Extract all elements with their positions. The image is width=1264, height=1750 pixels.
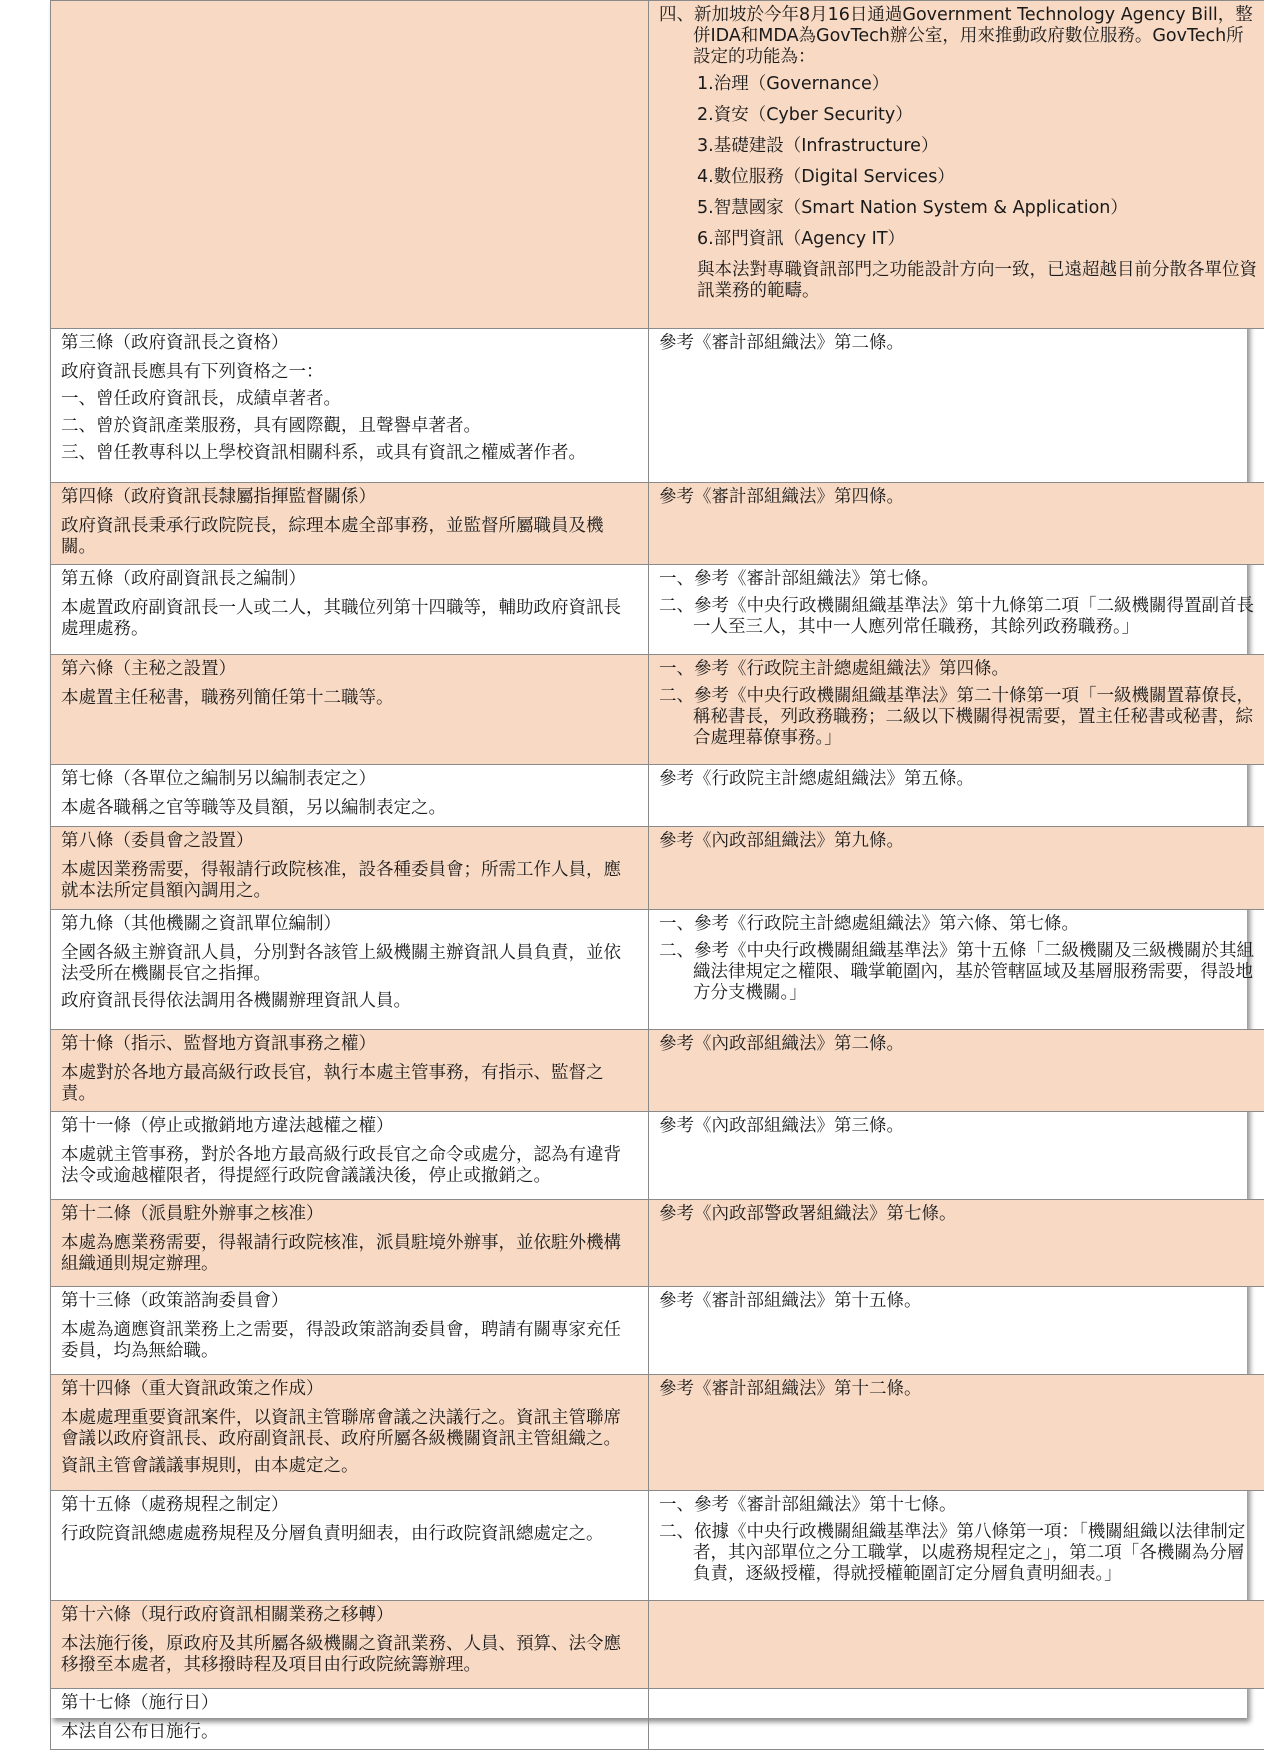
list-item: 4.數位服務（Digital Services） bbox=[659, 167, 1257, 188]
explanation-paragraph: 參考《內政部組織法》第九條。 bbox=[659, 831, 1257, 852]
article-cell bbox=[51, 1375, 649, 1491]
article-cell bbox=[51, 827, 649, 910]
article-paragraph: 本處為適應資訊業務上之需要，得設政策諮詢委員會，聘請有關專家充任委員，均為無給職。 bbox=[61, 1320, 638, 1362]
explanation-cell bbox=[649, 1112, 1264, 1200]
explanation-paragraph: 二、參考《中央行政機關組織基準法》第十五條「二級機關及三級機關於其組織法律規定之權限、職掌範圍內，基於管轄區域及基層服務需要，得設地方分支機關。」 bbox=[659, 941, 1257, 1004]
article-cell bbox=[51, 1601, 649, 1689]
table-row bbox=[51, 765, 1264, 827]
explanation-paragraph: 一、參考《審計部組織法》第七條。 bbox=[659, 569, 1257, 590]
article-cell bbox=[51, 565, 649, 655]
explanation-paragraph: 參考《行政院主計總處組織法》第五條。 bbox=[659, 769, 1257, 790]
article-cell bbox=[51, 1030, 649, 1112]
table-row bbox=[51, 1491, 1264, 1601]
table-row bbox=[51, 1, 1264, 329]
article-heading: 第八條（委員會之設置） bbox=[61, 831, 638, 852]
explanation-cell bbox=[649, 1200, 1264, 1287]
explanation-paragraph: 參考《內政部組織法》第二條。 bbox=[659, 1034, 1257, 1055]
article-cell bbox=[51, 655, 649, 765]
article-heading: 第十三條（政策諮詢委員會） bbox=[61, 1291, 638, 1312]
article-cell bbox=[51, 910, 649, 1030]
article-paragraph: 本處對於各地方最高級行政長官，執行本處主管事務，有指示、監督之責。 bbox=[61, 1063, 638, 1105]
table-row bbox=[51, 1030, 1264, 1112]
explanation-paragraph: 二、依據《中央行政機關組織基準法》第八條第一項：「機關組織以法律制定者，其內部單位之分工職掌，以處務規程定之」，第二項「各機關為分層負責，逐級授權，得就授權範圍訂定分層負責明細表。」 bbox=[659, 1522, 1257, 1585]
article-heading: 第十二條（派員駐外辦事之核准） bbox=[61, 1204, 638, 1225]
article-heading: 第四條（政府資訊長隸屬指揮監督關係） bbox=[61, 487, 638, 508]
document-page bbox=[50, 0, 1247, 1718]
article-paragraph: 本處置政府副資訊長一人或二人，其職位列第十四職等，輔助政府資訊長處理處務。 bbox=[61, 598, 638, 640]
explanation-cell bbox=[649, 1030, 1264, 1112]
article-paragraph: 本處因業務需要，得報請行政院核准，設各種委員會；所需工作人員，應就本法所定員額內調用之。 bbox=[61, 860, 638, 902]
explanation-cell bbox=[649, 1689, 1264, 1750]
table-row bbox=[51, 1200, 1264, 1287]
explanation-cell bbox=[649, 1375, 1264, 1491]
explanation-conclusion: 與本法對專職資訊部門之功能設計方向一致，已遠超越目前分散各單位資訊業務的範疇。 bbox=[659, 260, 1257, 302]
table-row bbox=[51, 1689, 1264, 1750]
explanation-paragraph: 參考《審計部組織法》第二條。 bbox=[659, 333, 1257, 354]
article-paragraph: 一、曾任政府資訊長，成績卓著者。 bbox=[61, 389, 638, 410]
article-heading: 第十七條（施行日） bbox=[61, 1693, 638, 1714]
article-paragraph: 本法施行後，原政府及其所屬各級機關之資訊業務、人員、預算、法令應移撥至本處者，其移撥時程及項目由行政院統籌辦理。 bbox=[61, 1634, 638, 1676]
article-paragraph: 政府資訊長應具有下列資格之一： bbox=[61, 362, 638, 383]
explanation-paragraph: 一、參考《行政院主計總處組織法》第四條。 bbox=[659, 659, 1257, 680]
explanation-cell bbox=[649, 1287, 1264, 1375]
table-row bbox=[51, 329, 1264, 483]
table-row bbox=[51, 565, 1264, 655]
article-heading: 第三條（政府資訊長之資格） bbox=[61, 333, 638, 354]
article-heading: 第十四條（重大資訊政策之作成） bbox=[61, 1379, 638, 1400]
explanation-paragraph: 二、參考《中央行政機關組織基準法》第十九條第二項「二級機關得置副首長一人至三人，其中一人應列常任職務，其餘列政務職務。」 bbox=[659, 596, 1257, 638]
article-heading: 第六條（主秘之設置） bbox=[61, 659, 638, 680]
explanation-paragraph: 參考《審計部組織法》第四條。 bbox=[659, 487, 1257, 508]
article-paragraph: 本處處理重要資訊案件，以資訊主管聯席會議之決議行之。資訊主管聯席會議以政府資訊長、政府副資訊長、政府所屬各級機關資訊主管組織之。 bbox=[61, 1408, 638, 1450]
article-cell bbox=[51, 1287, 649, 1375]
article-cell bbox=[51, 1, 649, 329]
explanation-cell bbox=[649, 329, 1264, 483]
list-item: 2.資安（Cyber Security） bbox=[659, 105, 1257, 126]
table-row bbox=[51, 483, 1264, 565]
table-row bbox=[51, 1287, 1264, 1375]
article-cell bbox=[51, 1491, 649, 1601]
article-cell bbox=[51, 483, 649, 565]
article-cell bbox=[51, 765, 649, 827]
article-heading: 第九條（其他機關之資訊單位編制） bbox=[61, 914, 638, 935]
article-paragraph: 行政院資訊總處處務規程及分層負責明細表，由行政院資訊總處定之。 bbox=[61, 1524, 638, 1545]
table-row bbox=[51, 655, 1264, 765]
explanation-paragraph: 二、參考《中央行政機關組織基準法》第二十條第一項「一級機關置幕僚長，稱秘書長，列政務職務；二級以下機關得視需要，置主任秘書或秘書，綜合處理幕僚事務。」 bbox=[659, 686, 1257, 749]
table-row bbox=[51, 827, 1264, 910]
explanation-cell bbox=[649, 910, 1264, 1030]
explanation-paragraph: 參考《審計部組織法》第十五條。 bbox=[659, 1291, 1257, 1312]
explanation-cell bbox=[649, 1, 1264, 329]
explanation-cell bbox=[649, 765, 1264, 827]
explanation-paragraph: 參考《審計部組織法》第十二條。 bbox=[659, 1379, 1257, 1400]
explanation-cell bbox=[649, 483, 1264, 565]
article-paragraph: 三、曾任教專科以上學校資訊相關科系，或具有資訊之權威著作者。 bbox=[61, 443, 638, 464]
explanation-cell bbox=[649, 655, 1264, 765]
article-paragraph: 資訊主管會議議事規則，由本處定之。 bbox=[61, 1456, 638, 1477]
table-row bbox=[51, 1601, 1264, 1689]
article-paragraph: 本法自公布日施行。 bbox=[61, 1722, 638, 1743]
explanation-paragraph: 一、參考《審計部組織法》第十七條。 bbox=[659, 1495, 1257, 1516]
comparison-table bbox=[50, 0, 1264, 1750]
article-cell bbox=[51, 329, 649, 483]
explanation-intro: 四、新加坡於今年8月16日通過Government Technology Agency Bill，整併IDA和MDA為GovTech辦公室，用來推動政府數位服務。GovTech所設定的功能為： bbox=[659, 5, 1257, 68]
table-row bbox=[51, 1112, 1264, 1200]
list-item: 3.基礎建設（Infrastructure） bbox=[659, 136, 1257, 157]
article-cell bbox=[51, 1112, 649, 1200]
article-paragraph: 本處就主管事務，對於各地方最高級行政長官之命令或處分，認為有違背法令或逾越權限者，得提經行政院會議議決後，停止或撤銷之。 bbox=[61, 1145, 638, 1187]
article-heading: 第十一條（停止或撤銷地方違法越權之權） bbox=[61, 1116, 638, 1137]
article-heading: 第十六條（現行政府資訊相關業務之移轉） bbox=[61, 1605, 638, 1626]
explanation-paragraph: 參考《內政部警政署組織法》第七條。 bbox=[659, 1204, 1257, 1225]
article-heading: 第十條（指示、監督地方資訊事務之權） bbox=[61, 1034, 638, 1055]
article-heading: 第七條（各單位之編制另以編制表定之） bbox=[61, 769, 638, 790]
explanation-cell bbox=[649, 565, 1264, 655]
explanation-cell bbox=[649, 827, 1264, 910]
article-cell bbox=[51, 1200, 649, 1287]
explanation-paragraph: 一、參考《行政院主計總處組織法》第六條、第七條。 bbox=[659, 914, 1257, 935]
article-paragraph: 本處各職稱之官等職等及員額，另以編制表定之。 bbox=[61, 798, 638, 819]
explanation-cell bbox=[649, 1601, 1264, 1689]
article-paragraph: 政府資訊長秉承行政院院長，綜理本處全部事務，並監督所屬職員及機關。 bbox=[61, 516, 638, 558]
table-row bbox=[51, 1375, 1264, 1491]
explanation-paragraph: 參考《內政部組織法》第三條。 bbox=[659, 1116, 1257, 1137]
article-cell bbox=[51, 1689, 649, 1750]
article-paragraph: 全國各級主辦資訊人員，分別對各該管上級機關主辦資訊人員負責，並依法受所在機關長官之指揮。 bbox=[61, 943, 638, 985]
article-paragraph: 二、曾於資訊產業服務，具有國際觀，且聲譽卓著者。 bbox=[61, 416, 638, 437]
list-item: 6.部門資訊（Agency IT） bbox=[659, 229, 1257, 250]
explanation-cell bbox=[649, 1491, 1264, 1601]
list-item: 5.智慧國家（Smart Nation System & Application） bbox=[659, 198, 1257, 219]
table-row bbox=[51, 910, 1264, 1030]
article-paragraph: 本處為應業務需要，得報請行政院核准，派員駐境外辦事，並依駐外機構組織通則規定辦理。 bbox=[61, 1233, 638, 1275]
article-heading: 第十五條（處務規程之制定） bbox=[61, 1495, 638, 1516]
article-paragraph: 政府資訊長得依法調用各機關辦理資訊人員。 bbox=[61, 991, 638, 1012]
article-heading: 第五條（政府副資訊長之編制） bbox=[61, 569, 638, 590]
article-paragraph: 本處置主任秘書，職務列簡任第十二職等。 bbox=[61, 688, 638, 709]
list-item: 1.治理（Governance） bbox=[659, 74, 1257, 95]
